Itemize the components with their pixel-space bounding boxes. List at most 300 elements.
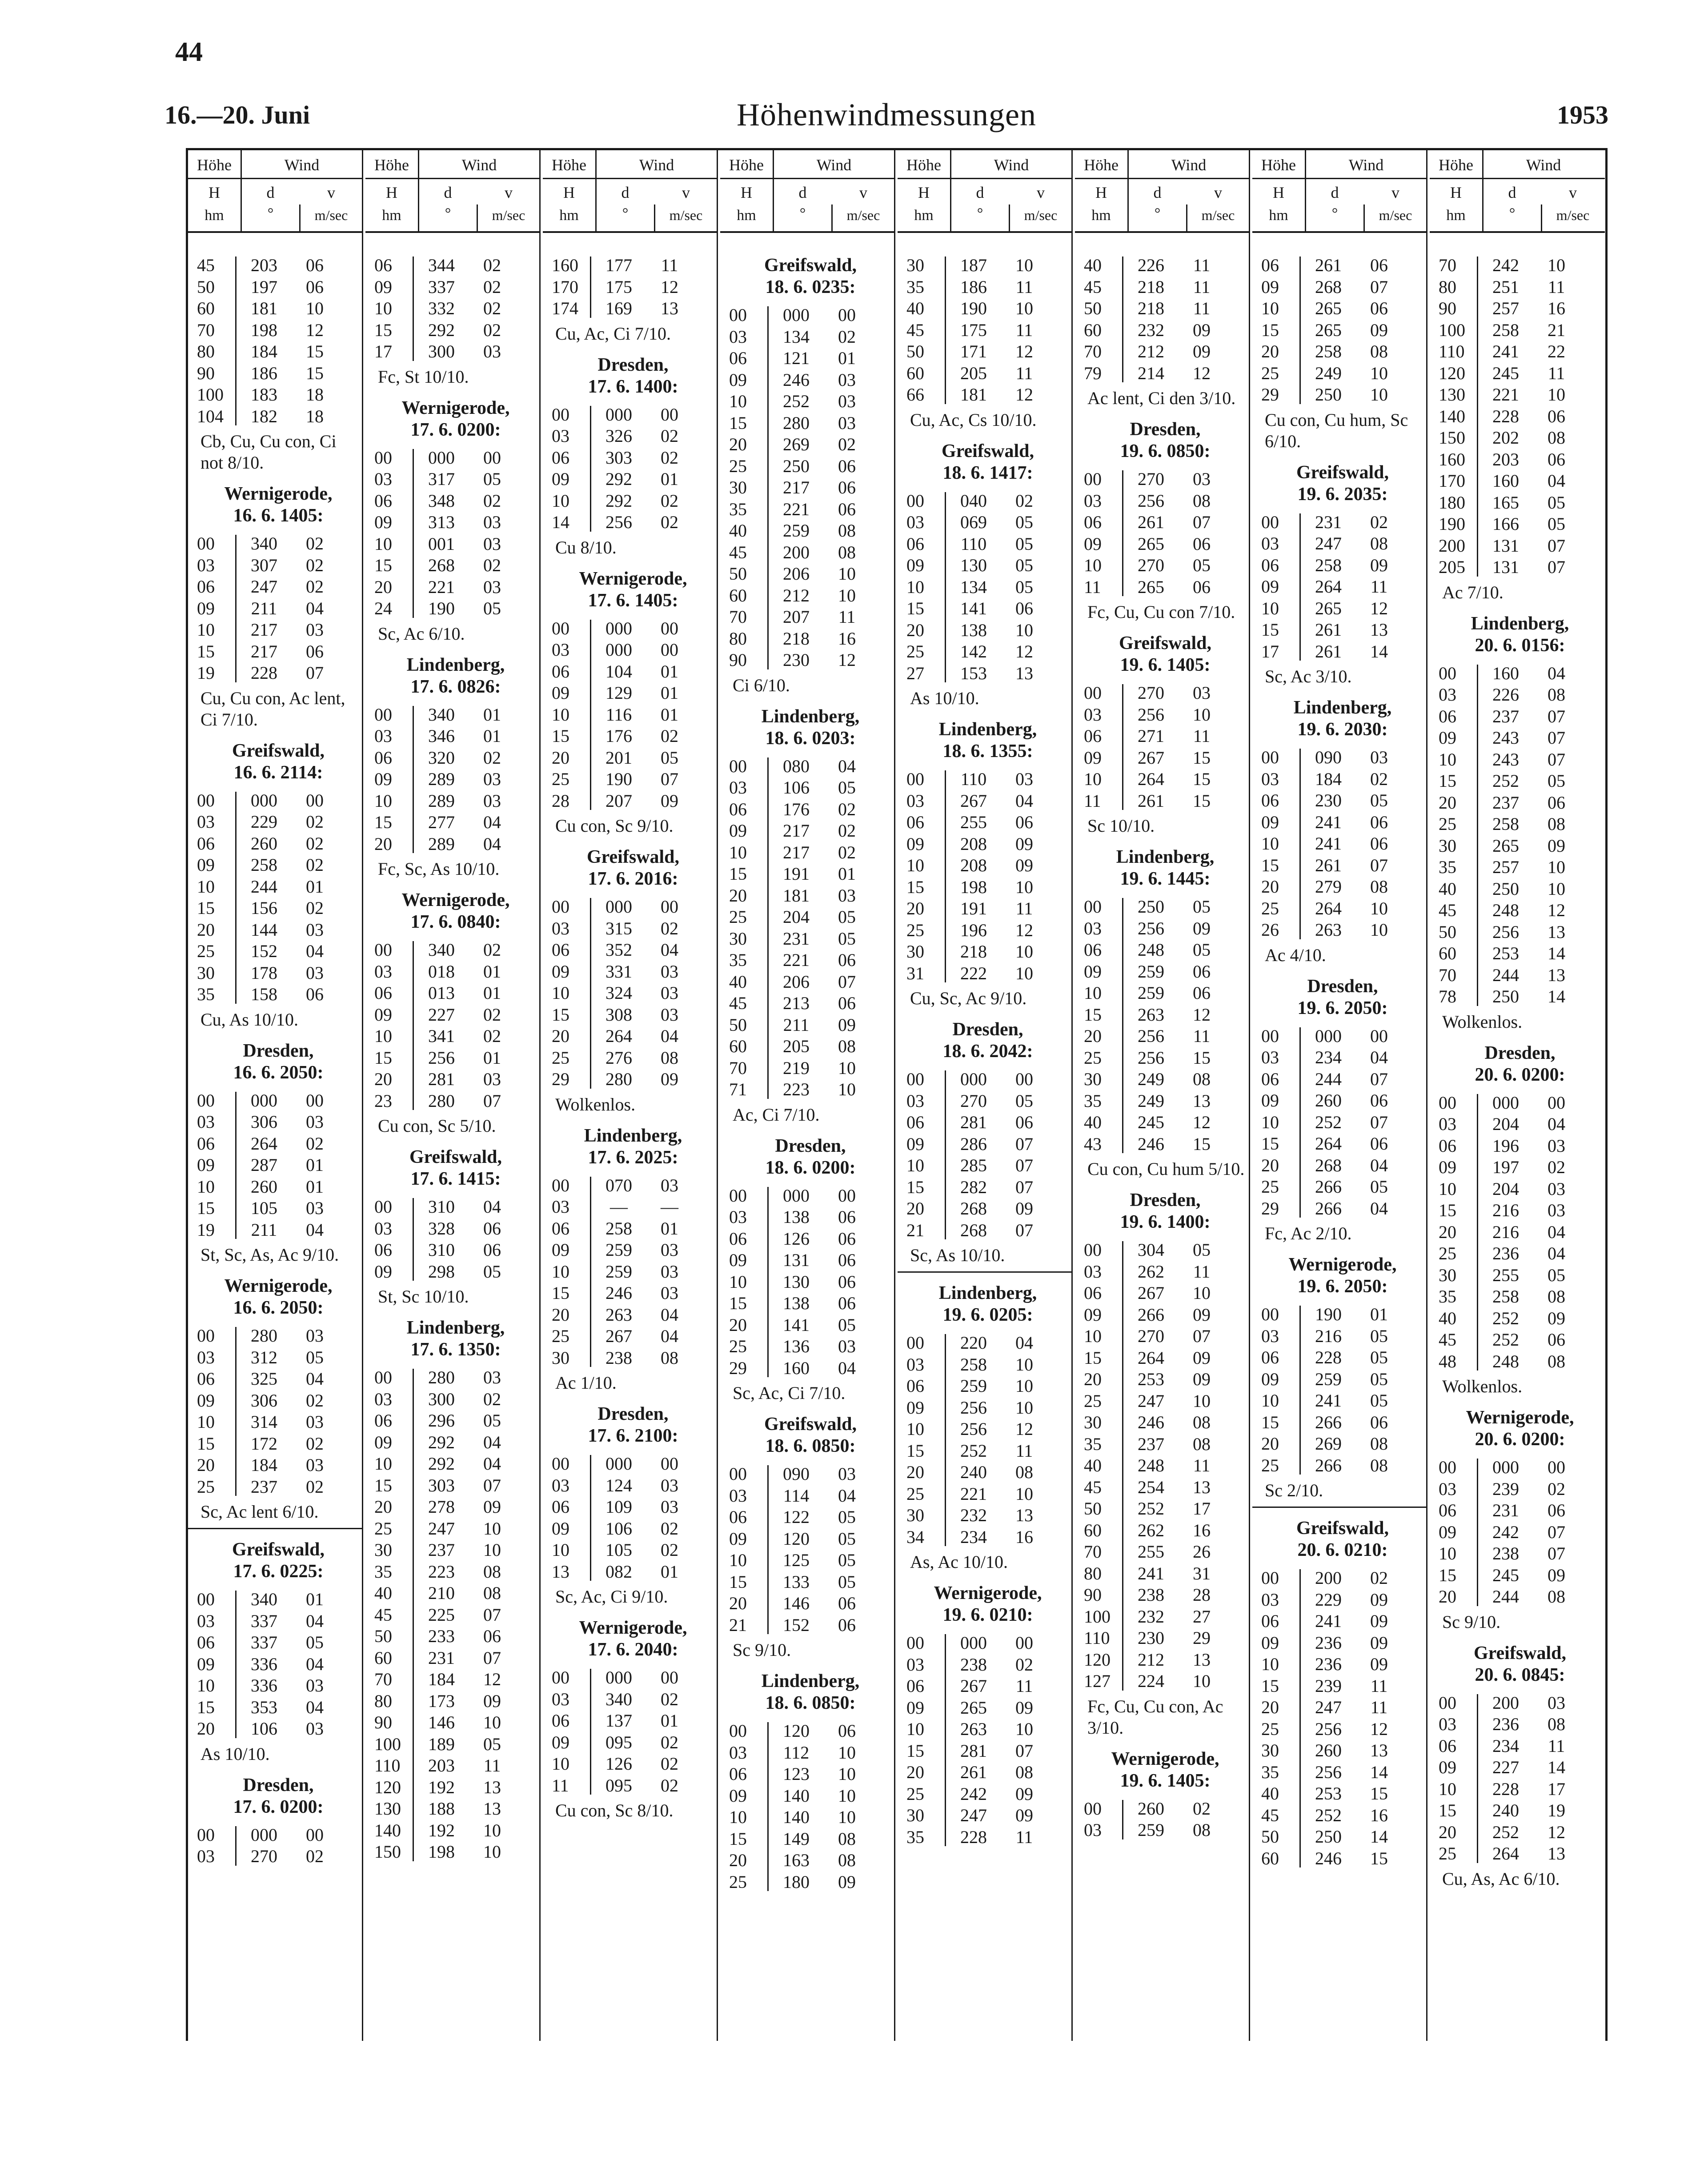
height-cell: 06 — [1084, 940, 1102, 960]
speed-cell: 05 — [1370, 1347, 1388, 1367]
speed-cell: 06 — [838, 1207, 856, 1227]
direction-cell: 160 — [783, 1358, 810, 1378]
height-cell: 19 — [197, 1219, 215, 1240]
height-cell: 35 — [906, 277, 924, 297]
measurement-row — [725, 1314, 876, 1336]
speed-cell: 02 — [661, 447, 678, 468]
height-cell: 06 — [729, 799, 747, 819]
height-cell: 45 — [374, 1604, 392, 1625]
speed-cell: 03 — [661, 1283, 678, 1303]
ascent-date: 16. 6. 2050: — [233, 1062, 324, 1083]
height-cell: 03 — [197, 1846, 215, 1866]
direction-cell: 287 — [251, 1155, 277, 1175]
speed-cell: 10 — [838, 1742, 856, 1763]
speed-cell: 05 — [483, 598, 501, 618]
rows-divider — [1477, 256, 1478, 577]
measurement-row — [1257, 1455, 1408, 1477]
measurement-row — [725, 842, 876, 864]
height-cell: 00 — [552, 1175, 569, 1195]
measurement-row — [192, 255, 344, 277]
direction-cell: 000 — [783, 1185, 810, 1206]
speed-cell: 05 — [1548, 1265, 1565, 1285]
cloud-note: Wolkenlos. — [1442, 1011, 1523, 1032]
direction-cell: 184 — [251, 1455, 277, 1475]
speed-cell: 09 — [1193, 1347, 1211, 1368]
measurement-row — [902, 1090, 1053, 1112]
measurement-rows — [725, 305, 876, 671]
speed-cell: 02 — [661, 1775, 678, 1795]
measurement-row — [725, 885, 876, 907]
station-name: Wernigerode, — [401, 397, 510, 418]
measurement-row — [192, 576, 344, 598]
ascent-date: 17. 6. 1405: — [588, 590, 678, 611]
height-cell: 03 — [729, 777, 747, 797]
direction-cell: 158 — [251, 984, 277, 1004]
station-name: Wernigerode, — [1111, 1748, 1219, 1769]
height-cell: 09 — [552, 961, 569, 982]
height-cell: 170 — [1439, 471, 1465, 491]
measurement-row — [547, 1239, 698, 1261]
height-cell: 03 — [1439, 685, 1456, 705]
speed-cell: 10 — [1193, 1283, 1211, 1303]
header-d: d — [1508, 184, 1516, 201]
station-block — [543, 1125, 718, 1394]
height-cell: 03 — [1261, 769, 1279, 789]
measurement-row — [1257, 1826, 1408, 1848]
cloud-note: Ac 7/10. — [1442, 582, 1504, 602]
measurement-row — [725, 305, 876, 326]
measurement-row — [1434, 749, 1585, 771]
cloud-note: Ac 4/10. — [1265, 945, 1326, 965]
measurement-row — [192, 876, 344, 898]
measurement-row — [725, 993, 876, 1014]
height-cell: 03 — [197, 1347, 215, 1367]
measurement-rows — [1257, 747, 1408, 941]
header-divider — [1305, 150, 1306, 231]
measurement-row — [1257, 833, 1408, 855]
measurement-row — [1079, 1090, 1231, 1112]
cloud-note: As, Ac 10/10. — [910, 1552, 1008, 1572]
speed-cell: 00 — [661, 1667, 678, 1687]
height-cell: 20 — [374, 834, 392, 854]
speed-cell: 02 — [306, 855, 324, 875]
measurement-row — [1434, 663, 1585, 685]
station-block — [188, 255, 363, 473]
wind-table — [186, 148, 1608, 2041]
speed-cell: 06 — [1015, 812, 1033, 832]
direction-cell: 190 — [960, 298, 987, 318]
cloud-note: Sc, Ac 6/10. — [378, 623, 465, 644]
speed-cell: 10 — [306, 298, 324, 318]
column-separator — [362, 150, 363, 2041]
height-cell: 120 — [374, 1777, 401, 1797]
speed-cell: 02 — [838, 821, 856, 841]
direction-cell: 265 — [1138, 533, 1164, 554]
speed-cell: 02 — [661, 726, 678, 746]
height-cell: 10 — [552, 490, 569, 511]
direction-cell: 340 — [428, 704, 455, 725]
speed-cell: 11 — [1015, 320, 1033, 340]
measurement-row — [547, 1347, 698, 1369]
station-name: Wernigerode, — [224, 1276, 333, 1296]
height-cell: 03 — [1439, 1479, 1456, 1499]
speed-cell: 09 — [1548, 835, 1565, 856]
measurement-row — [902, 812, 1053, 834]
height-cell: 71 — [729, 1079, 747, 1099]
speed-cell: 02 — [306, 555, 324, 575]
height-cell: 00 — [729, 1464, 747, 1484]
direction-cell: 204 — [1492, 1178, 1519, 1199]
height-cell: 03 — [1439, 1114, 1456, 1134]
height-cell: 10 — [374, 790, 392, 811]
ascent-date: 17. 6. 0200: — [410, 419, 501, 440]
direction-cell: 265 — [1492, 835, 1519, 856]
height-cell: 09 — [1439, 1757, 1456, 1777]
measurement-row — [1079, 1477, 1231, 1499]
direction-cell: 239 — [1315, 1675, 1342, 1696]
height-cell: 00 — [1439, 1692, 1456, 1713]
direction-cell: 241 — [1138, 1563, 1164, 1583]
speed-cell: 03 — [838, 1464, 856, 1484]
measurement-row — [725, 520, 876, 542]
header-h: H — [563, 184, 575, 201]
speed-cell: 03 — [483, 512, 501, 532]
measurement-row — [1257, 1848, 1408, 1870]
measurement-row — [1079, 769, 1231, 790]
height-cell: 00 — [1439, 1092, 1456, 1113]
direction-cell: 266 — [1138, 1304, 1164, 1325]
measurement-row — [192, 1718, 344, 1740]
table-column — [1252, 150, 1427, 2041]
direction-cell: 138 — [960, 620, 987, 640]
height-cell: 50 — [1084, 1499, 1102, 1519]
header-divider — [1482, 150, 1484, 231]
height-cell: 10 — [1261, 598, 1279, 618]
measurement-rows — [725, 1720, 876, 1893]
speed-cell: 07 — [1193, 1326, 1211, 1346]
height-cell: 03 — [552, 426, 569, 446]
speed-cell: 02 — [661, 1689, 678, 1709]
column-body — [1075, 255, 1250, 1851]
height-cell: 06 — [552, 661, 569, 681]
direction-cell: 190 — [1315, 1304, 1342, 1324]
header-rule — [188, 231, 363, 233]
rows-divider — [945, 770, 946, 982]
height-cell: 06 — [729, 1507, 747, 1527]
header-rule — [720, 231, 895, 233]
height-cell: 20 — [1439, 1222, 1456, 1242]
direction-cell: 192 — [428, 1777, 455, 1797]
height-cell: 110 — [374, 1755, 401, 1775]
station-name: Lindenberg, — [761, 706, 860, 727]
direction-cell: 241 — [1492, 341, 1519, 361]
speed-cell: 02 — [661, 1754, 678, 1774]
height-cell: 06 — [197, 1133, 215, 1154]
direction-cell: 236 — [1315, 1632, 1342, 1653]
header-divider — [773, 150, 774, 231]
ascent-date: 17. 6. 2100: — [588, 1426, 678, 1446]
speed-cell: 10 — [838, 585, 856, 605]
direction-cell: 227 — [428, 1004, 455, 1025]
direction-cell: 202 — [1492, 428, 1519, 448]
speed-cell: 10 — [1548, 255, 1565, 275]
speed-cell: 12 — [1193, 363, 1211, 383]
measurement-row — [192, 1675, 344, 1697]
speed-cell: 02 — [306, 898, 324, 918]
speed-cell: 07 — [1015, 1740, 1033, 1761]
height-cell: 09 — [552, 1732, 569, 1752]
direction-cell: 241 — [1315, 812, 1342, 832]
direction-cell: 095 — [605, 1732, 632, 1752]
height-cell: 15 — [1439, 1200, 1456, 1220]
measurement-row — [725, 348, 876, 369]
station-name: Wernigerode, — [224, 484, 333, 504]
direction-cell: 256 — [605, 512, 632, 532]
height-cell: 09 — [1261, 1090, 1279, 1110]
direction-cell: 175 — [605, 277, 632, 297]
speed-cell: 03 — [838, 413, 856, 433]
height-cell: 06 — [1261, 790, 1279, 810]
measurement-row — [1079, 1069, 1231, 1090]
speed-cell: 13 — [1015, 663, 1033, 683]
direction-cell: 325 — [251, 1369, 277, 1389]
direction-cell: 256 — [1315, 1719, 1342, 1739]
height-cell: 150 — [1439, 428, 1465, 448]
direction-cell: 247 — [428, 1518, 455, 1539]
header-degree: ° — [445, 205, 451, 222]
speed-cell: 00 — [306, 1824, 324, 1845]
measurement-row — [370, 1798, 521, 1820]
direction-cell: 018 — [428, 961, 455, 982]
direction-cell: 310 — [428, 1197, 455, 1217]
speed-cell: 07 — [661, 769, 678, 789]
height-cell: 10 — [729, 1271, 747, 1292]
measurement-rows — [1257, 1304, 1408, 1476]
direction-cell: 251 — [1492, 277, 1519, 297]
speed-cell: 11 — [1370, 1697, 1388, 1717]
speed-cell: 04 — [838, 756, 856, 776]
speed-cell: 00 — [838, 305, 856, 325]
measurement-row — [1257, 1326, 1408, 1347]
height-cell: 00 — [197, 1090, 215, 1110]
cloud-note: Cu con, Sc 5/10. — [378, 1116, 496, 1136]
height-cell: 03 — [906, 1654, 924, 1675]
measurement-row — [1079, 1347, 1231, 1369]
measurement-row — [1257, 1155, 1408, 1177]
height-cell: 25 — [552, 1047, 569, 1068]
speed-cell: 00 — [661, 1454, 678, 1474]
height-cell: 03 — [1084, 490, 1102, 511]
height-cell: 79 — [1084, 363, 1102, 383]
measurement-row — [1079, 1112, 1231, 1134]
header-d: d — [1153, 184, 1162, 201]
measurement-row — [370, 469, 521, 490]
height-cell: 10 — [552, 704, 569, 725]
speed-cell: 13 — [483, 1799, 501, 1819]
height-cell: 06 — [906, 1676, 924, 1696]
height-cell: 00 — [1084, 469, 1102, 489]
ascent-date: 19. 6. 2035: — [1297, 484, 1388, 505]
measurement-row — [725, 1828, 876, 1850]
speed-cell: — — [661, 1197, 678, 1217]
height-cell: 00 — [374, 447, 392, 468]
direction-cell: 253 — [1492, 943, 1519, 963]
measurement-row — [725, 906, 876, 928]
speed-cell: 10 — [483, 1518, 501, 1539]
ascent-date: 17. 6. 1350: — [410, 1339, 501, 1360]
measurement-row — [192, 1632, 344, 1654]
measurement-rows — [902, 1332, 1053, 1548]
speed-cell: 06 — [306, 984, 324, 1004]
measurement-row — [725, 391, 876, 413]
height-cell: 80 — [1084, 1563, 1102, 1583]
column-header — [898, 150, 1073, 232]
height-cell: 03 — [906, 790, 924, 811]
height-cell: 15 — [729, 1293, 747, 1313]
speed-cell: 13 — [1193, 1649, 1211, 1670]
height-cell: 20 — [729, 1314, 747, 1335]
speed-cell: 04 — [483, 812, 501, 832]
speed-cell: 09 — [1548, 1565, 1565, 1585]
measurement-row — [1257, 255, 1408, 277]
measurement-row — [725, 649, 876, 671]
measurement-row — [1257, 384, 1408, 406]
measurement-row — [192, 1176, 344, 1198]
measurement-row — [192, 662, 344, 684]
direction-cell: 246 — [1138, 1134, 1164, 1154]
height-cell: 09 — [906, 555, 924, 575]
height-cell: 15 — [729, 864, 747, 884]
height-cell: 25 — [1084, 1391, 1102, 1411]
station-name: Greifswald, — [586, 847, 680, 867]
direction-cell: 258 — [605, 1218, 632, 1238]
measurement-row — [1079, 1239, 1231, 1261]
column-separator — [717, 150, 718, 2041]
direction-cell: 265 — [1315, 598, 1342, 618]
station-name: Dresden, — [1130, 419, 1201, 440]
cloud-note: Ac 1/10. — [555, 1373, 617, 1393]
measurement-row — [1434, 255, 1585, 277]
measurement-rows — [725, 1185, 876, 1379]
speed-cell: 08 — [1548, 1286, 1565, 1306]
measurement-row — [370, 725, 521, 747]
direction-cell: 146 — [428, 1712, 455, 1732]
ascent-date: 18. 6. 0203: — [765, 728, 856, 749]
speed-cell: 16 — [1193, 1520, 1211, 1540]
speed-cell: 08 — [838, 1828, 856, 1849]
height-cell: 25 — [729, 1871, 747, 1892]
direction-cell: 298 — [428, 1261, 455, 1282]
direction-cell: 000 — [783, 305, 810, 325]
speed-cell: 03 — [1193, 469, 1211, 489]
height-cell: 00 — [906, 1333, 924, 1353]
height-cell: 03 — [906, 1090, 924, 1111]
station-block — [1075, 633, 1250, 837]
measurement-row — [725, 585, 876, 607]
column-body — [898, 255, 1073, 1858]
speed-cell: 10 — [838, 1058, 856, 1078]
measurement-row — [1079, 939, 1231, 961]
cloud-note: Sc, Ac 3/10. — [1265, 666, 1352, 686]
measurement-row — [902, 663, 1053, 685]
speed-cell: 04 — [1370, 1198, 1388, 1218]
height-cell: 00 — [1084, 1240, 1102, 1260]
height-cell: 10 — [1261, 1654, 1279, 1674]
speed-cell: 06 — [483, 1218, 501, 1238]
section-divider — [188, 1528, 363, 1529]
direction-cell: 256 — [1315, 1762, 1342, 1782]
speed-cell: 03 — [306, 1675, 324, 1695]
rows-divider — [1122, 1800, 1123, 1839]
speed-cell: 10 — [1015, 877, 1033, 897]
rows-divider — [945, 1634, 946, 1846]
speed-cell: 05 — [483, 1734, 501, 1754]
speed-cell: 05 — [838, 928, 856, 949]
height-cell: 03 — [374, 961, 392, 982]
rows-divider — [235, 1327, 237, 1496]
rows-divider — [413, 941, 414, 1110]
measurement-row — [547, 1026, 698, 1047]
speed-cell: 13 — [483, 1777, 501, 1797]
measurement-row — [1257, 1047, 1408, 1069]
measurement-rows — [1079, 469, 1231, 598]
speed-cell: 07 — [1548, 1543, 1565, 1563]
measurement-row — [192, 320, 344, 341]
direction-cell: 352 — [605, 940, 632, 960]
direction-cell: 114 — [783, 1485, 810, 1506]
measurement-row — [547, 1196, 698, 1218]
speed-cell: 01 — [483, 983, 501, 1003]
measurement-row — [725, 1358, 876, 1379]
height-cell: 00 — [729, 1721, 747, 1741]
direction-cell: 245 — [1492, 363, 1519, 383]
station-name: Greifswald, — [941, 441, 1034, 461]
measurement-row — [725, 1807, 876, 1828]
speed-cell: 05 — [1193, 555, 1211, 575]
speed-cell: 03 — [661, 1240, 678, 1260]
height-cell: 15 — [552, 1283, 569, 1303]
speed-cell: 14 — [1548, 1757, 1565, 1777]
speed-cell: 31 — [1193, 1563, 1211, 1583]
measurement-row — [192, 1433, 344, 1455]
height-cell: 00 — [197, 1824, 215, 1845]
speed-cell: 04 — [1548, 471, 1565, 491]
speed-cell: 00 — [483, 447, 501, 468]
ascent-date: 19. 6. 1445: — [1120, 869, 1211, 889]
speed-cell: 04 — [661, 940, 678, 960]
measurement-rows — [1079, 1239, 1231, 1692]
rows-divider — [1122, 898, 1123, 1153]
speed-cell: 07 — [1548, 749, 1565, 769]
header-msec: m/sec — [1201, 207, 1235, 223]
measurement-row — [1434, 449, 1585, 471]
height-cell: 06 — [1084, 726, 1102, 746]
direction-cell: 218 — [783, 628, 810, 649]
measurement-row — [1079, 1541, 1231, 1563]
direction-cell: 173 — [428, 1691, 455, 1711]
speed-cell: 10 — [1370, 385, 1388, 405]
header-rule — [1075, 231, 1250, 233]
height-cell: 20 — [197, 1719, 215, 1739]
direction-cell: 228 — [1315, 1347, 1342, 1367]
direction-cell: 146 — [783, 1593, 810, 1613]
measurement-row — [547, 1261, 698, 1283]
header-hm: hm — [204, 207, 224, 224]
speed-cell: 10 — [483, 1540, 501, 1560]
station-block — [188, 1040, 363, 1266]
station-name: Dresden, — [597, 354, 669, 375]
cloud-note: Ci 6/10. — [733, 675, 790, 695]
